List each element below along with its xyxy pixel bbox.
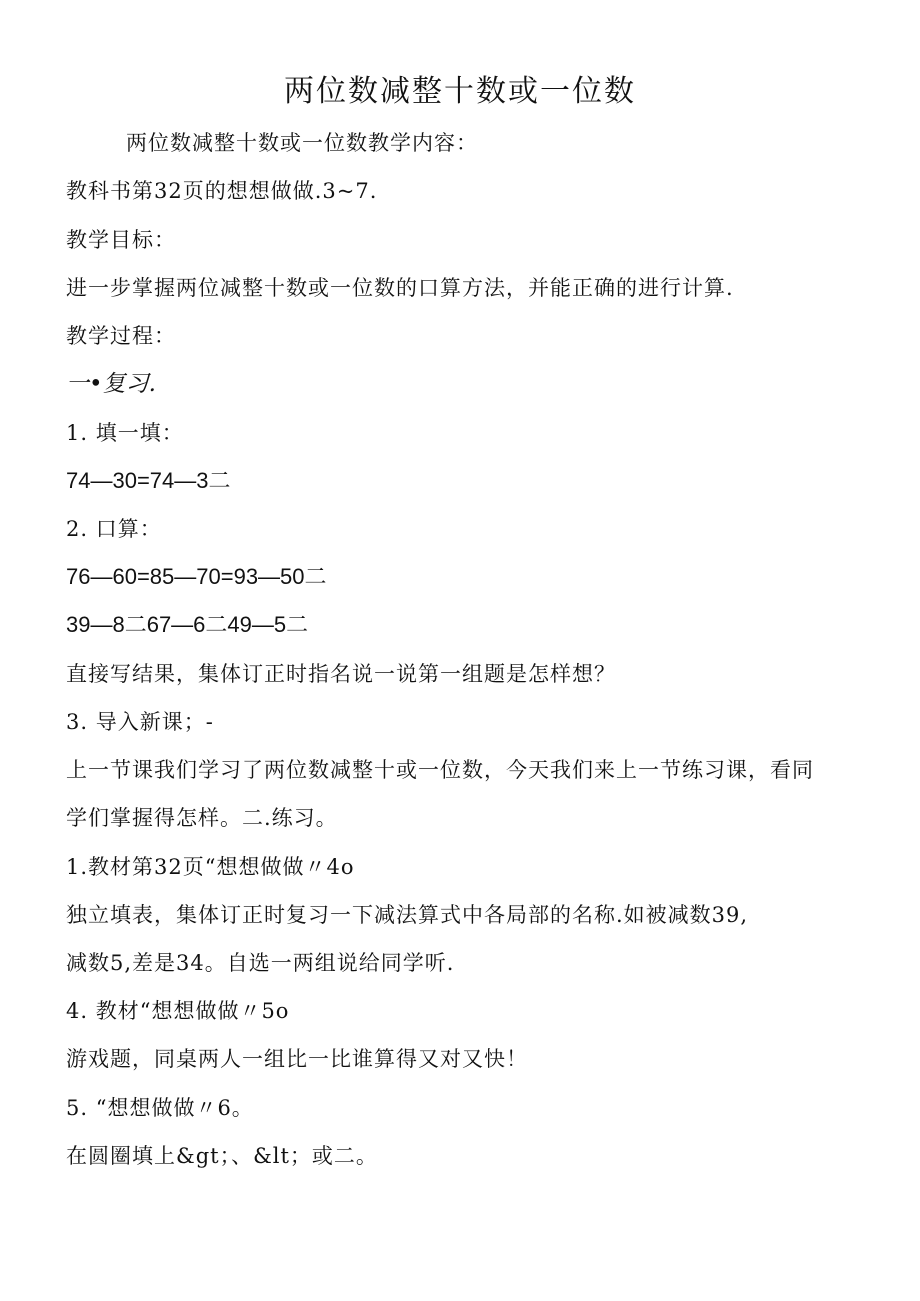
paragraph-teaching-content: 两位数减整十数或一位数教学内容： xyxy=(126,131,478,155)
paragraph-last-lesson-cont: 学们掌握得怎样。二.练习。 xyxy=(66,806,338,830)
heading-teaching-goals: 教学目标： xyxy=(66,228,176,252)
section-review: 一•复习. xyxy=(66,371,156,397)
paragraph-fill-table-cont: 减数5,差是34。自选一两组说给同学听. xyxy=(66,951,455,975)
item-introduce-lesson: 3. 导入新课；- xyxy=(66,710,214,734)
heading-teaching-process: 教学过程： xyxy=(66,324,176,348)
equation-fill-in: 74—30=74—3二 xyxy=(66,468,231,493)
item-exercise-4: 1.教材第32页“想想做做〃4o xyxy=(66,855,355,879)
paragraph-circle-fill: 在圆圈填上&gt；、&lt；或二。 xyxy=(66,1144,378,1168)
paragraph-textbook-page: 教科书第32页的想想做做.3~7. xyxy=(66,179,378,203)
paragraph-last-lesson: 上一节课我们学习了两位数减整十或一位数，今天我们来上一节练习课，看同 xyxy=(66,758,814,782)
paragraph-goal: 进一步掌握两位减整十数或一位数的口算方法，并能正确的进行计算. xyxy=(66,276,734,300)
paragraph-fill-table: 独立填表，集体订正时复习一下减法算式中各局部的名称.如被减数39, xyxy=(66,903,749,927)
paragraph-write-results: 直接写结果，集体订正时指名说一说第一组题是怎样想？ xyxy=(66,662,616,686)
paragraph-game: 游戏题，同桌两人一组比一比谁算得又对又快！ xyxy=(66,1047,528,1071)
item-mental-math: 2. 口算： xyxy=(66,517,162,541)
document-title: 两位数减整十数或一位数 xyxy=(284,74,636,109)
equations-row-2: 39—8二67—6二49—5二 xyxy=(66,612,309,637)
equations-row-1: 76—60=85—70=93—50二 xyxy=(66,564,327,589)
item-fill-in: 1. 填一填： xyxy=(66,421,184,445)
item-exercise-5: 4. 教材“想想做做〃5o xyxy=(66,999,290,1023)
item-exercise-6: 5. “想想做做〃6。 xyxy=(66,1096,254,1120)
